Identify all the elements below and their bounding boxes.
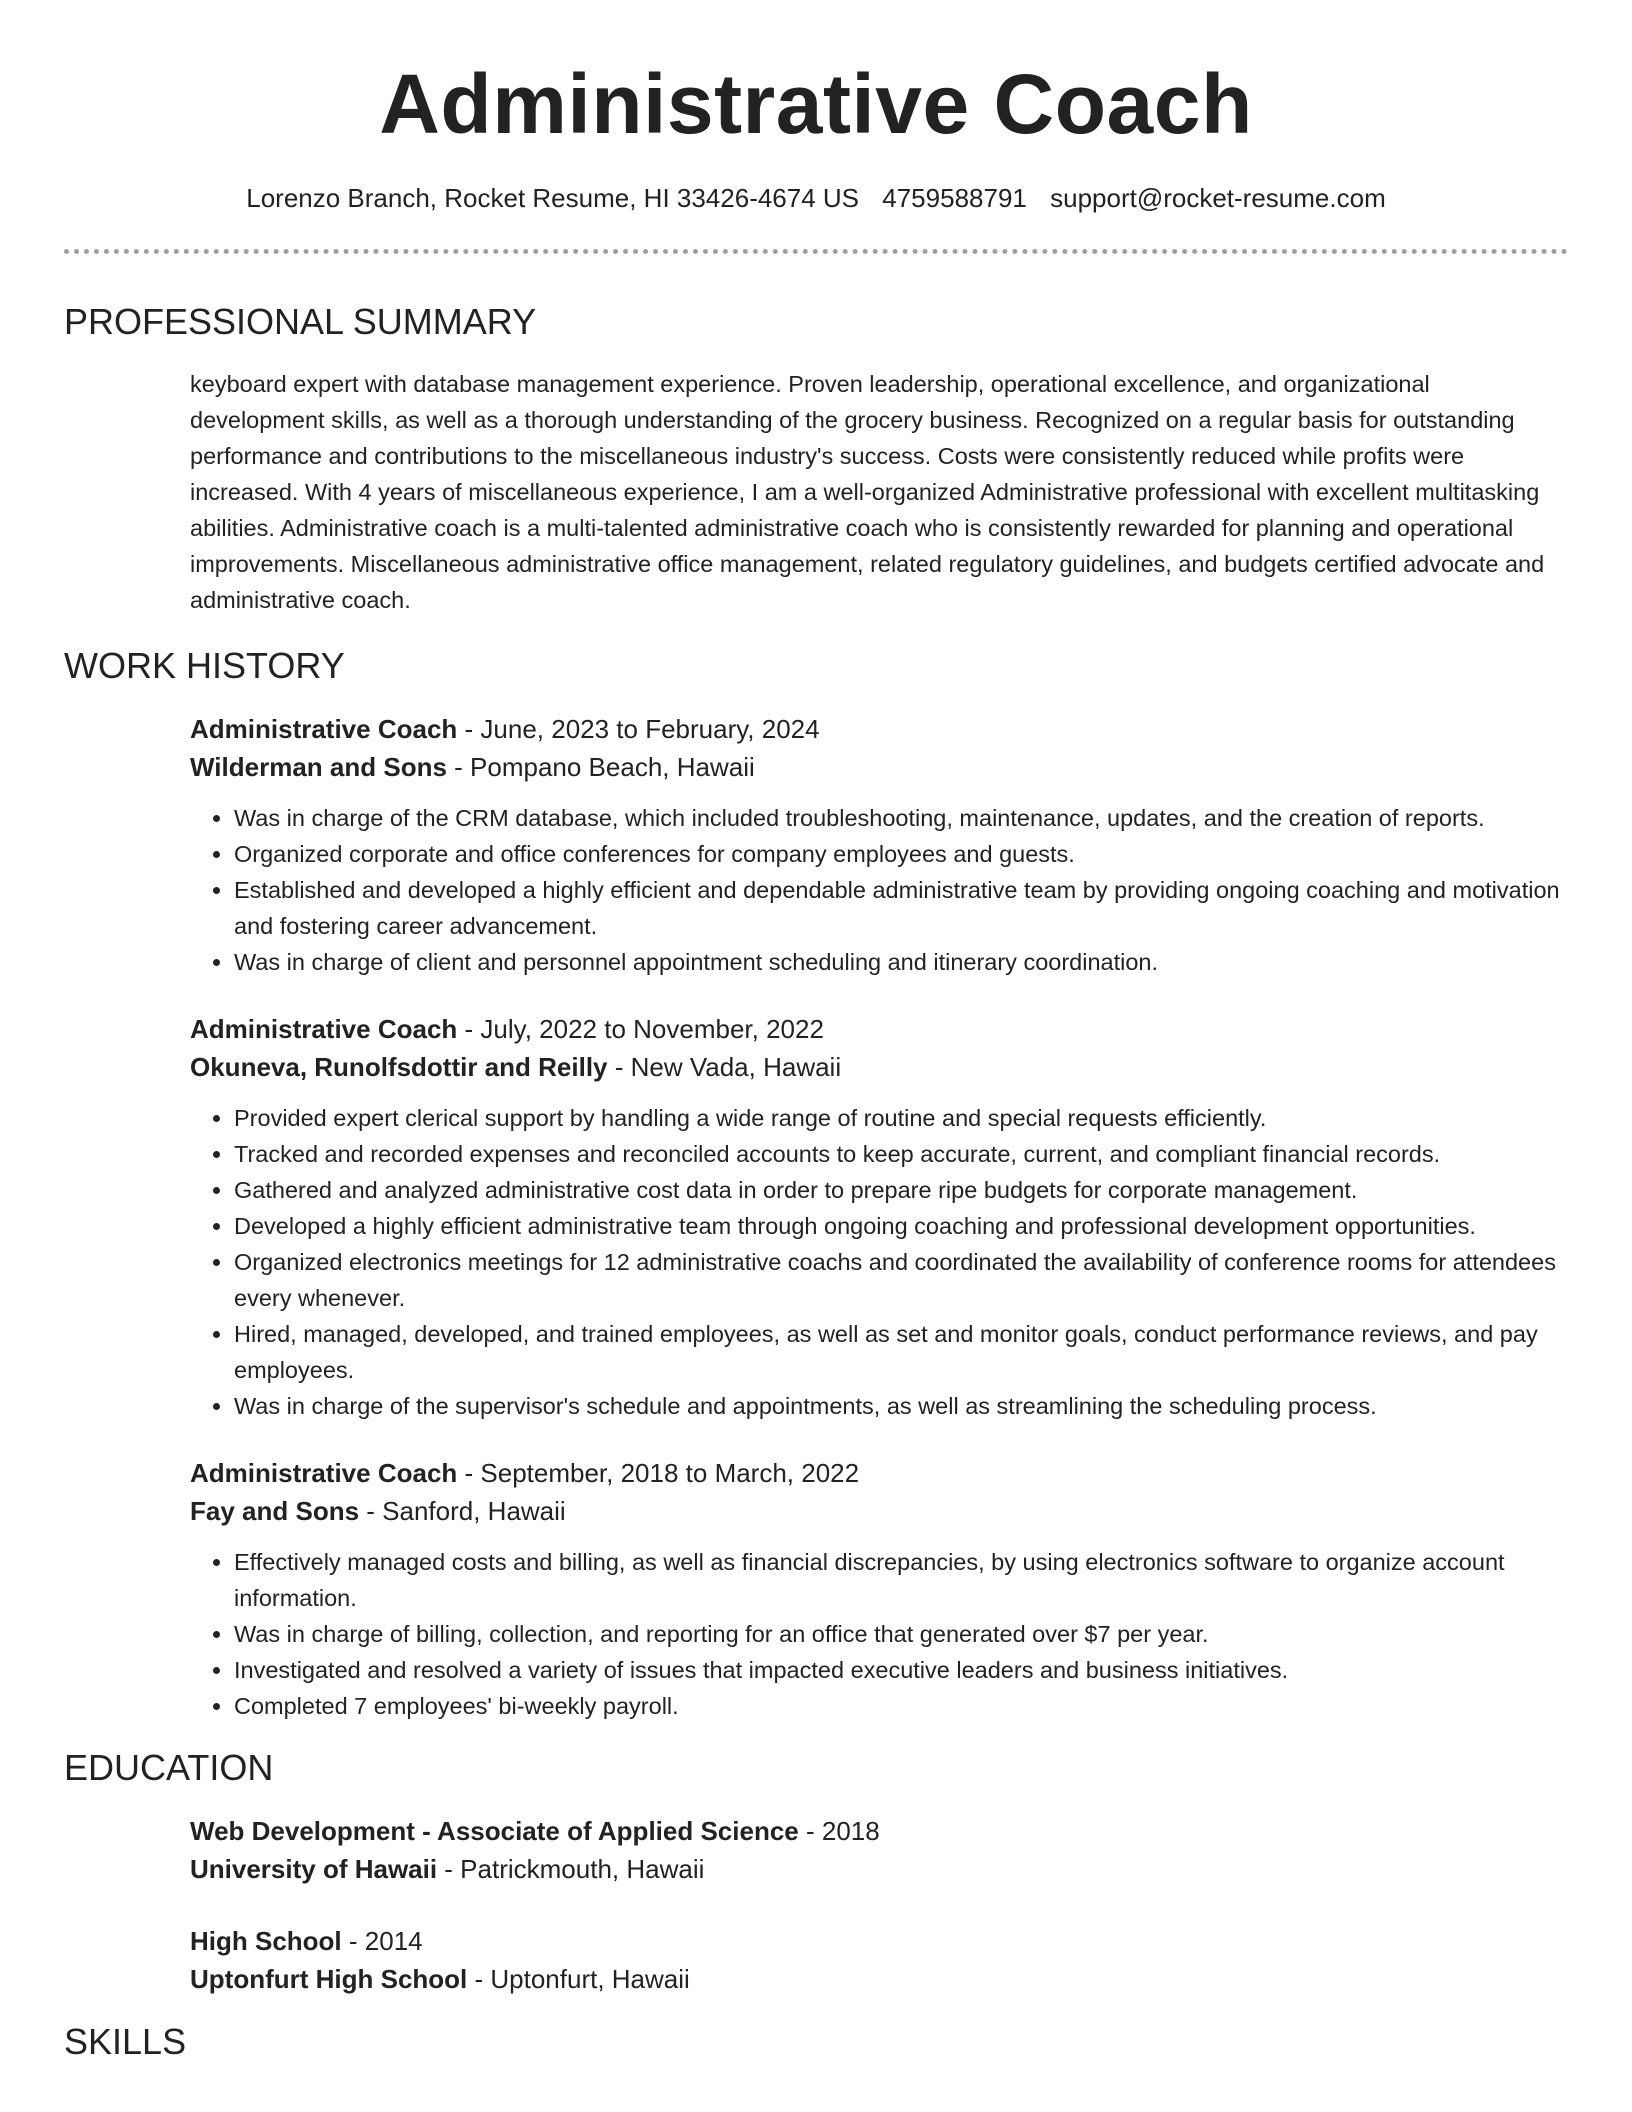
job-bullet: • Completed 7 employees' bi-weekly payroll. xyxy=(234,1688,1568,1724)
job-role: Administrative Coach xyxy=(190,1458,458,1488)
job-entry xyxy=(190,1010,1568,1424)
job-bullet: • Was in charge of billing, collection, and reporting for an office that generated over $7 per year. xyxy=(234,1616,1568,1652)
section-title-education: EDUCATION xyxy=(64,1747,274,1788)
summary-text: keyboard expert with database management experience. Proven leadership, operational excellence, and organizational development skills, as well as a thorough understanding of the grocery business. Recognized on a regular basis for outstanding performance and contributions to the miscellaneous industry's success. Costs were consistently reduced while profits were increased. With 4 years of miscellaneous experience, I am a well-organized Administrative professional with excellent multitasking abilities. Administrative coach is a multi-talented administrative coach who is consistently rewarded for planning and operational improvements. Miscellaneous administrative office management, related regulatory guidelines, and budgets certified advocate and administrative coach. xyxy=(190,371,1545,613)
job-company: Wilderman and Sons xyxy=(190,752,447,782)
education-location: - Uptonfurt, Hawaii xyxy=(467,1964,690,1994)
job-company-line xyxy=(190,1048,1568,1086)
education-degree-line xyxy=(190,1922,1568,1960)
job-bullet: • Established and developed a highly efficient and dependable administrative team by providing ongoing coaching and motivation and fostering career advancement. xyxy=(234,872,1568,944)
job-bullet: • Developed a highly efficient administrative team through ongoing coaching and professional development opportunities. xyxy=(234,1208,1568,1244)
education-school-line xyxy=(190,1850,1568,1888)
job-entry xyxy=(190,1454,1568,1724)
job-title-line xyxy=(190,710,1568,748)
job-location: - Sanford, Hawaii xyxy=(359,1496,566,1526)
job-dates: - July, 2022 to November, 2022 xyxy=(457,1014,824,1044)
section-title-work-history: WORK HISTORY xyxy=(64,645,345,686)
job-location: - New Vada, Hawaii xyxy=(607,1052,842,1082)
job-title-line xyxy=(190,1454,1568,1492)
education-school: University of Hawaii xyxy=(190,1854,438,1884)
contact-email: support@rocket-resume.com xyxy=(1050,183,1386,213)
job-bullets xyxy=(190,1544,1568,1724)
job-company: Okuneva, Runolfsdottir and Reilly xyxy=(190,1052,608,1082)
job-company: Fay and Sons xyxy=(190,1496,360,1526)
header-divider xyxy=(64,249,1568,254)
job-bullet: • Was in charge of the supervisor's schedule and appointments, as well as streamlining the scheduling process. xyxy=(234,1388,1568,1424)
job-bullet: • Organized corporate and office conferences for company employees and guests. xyxy=(234,836,1568,872)
job-bullet: • Organized electronics meetings for 12 administrative coachs and coordinated the availability of conference rooms for attendees every whenever. xyxy=(234,1244,1568,1316)
job-role: Administrative Coach xyxy=(190,714,458,744)
job-entry xyxy=(190,710,1568,980)
education-degree: Web Development - Associate of Applied Science xyxy=(190,1816,799,1846)
job-dates: - September, 2018 to March, 2022 xyxy=(457,1458,860,1488)
education-degree: High School xyxy=(190,1926,342,1956)
education-entry xyxy=(190,1812,1568,1888)
job-bullets xyxy=(190,1100,1568,1424)
job-title-line xyxy=(190,1010,1568,1048)
job-company-line xyxy=(190,748,1568,786)
job-dates: - June, 2023 to February, 2024 xyxy=(457,714,820,744)
job-bullet: • Investigated and resolved a variety of issues that impacted executive leaders and business initiatives. xyxy=(234,1652,1568,1688)
education-school: Uptonfurt High School xyxy=(190,1964,468,1994)
job-role: Administrative Coach xyxy=(190,1014,458,1044)
resume-name: Administrative Coach xyxy=(379,57,1253,151)
contact-address: Lorenzo Branch, Rocket Resume, HI 33426-4674 US xyxy=(246,183,860,213)
job-bullet: • Provided expert clerical support by handling a wide range of routine and special requests efficiently. xyxy=(234,1100,1568,1136)
job-bullet: • Effectively managed costs and billing, as well as financial discrepancies, by using electronics software to organize account information. xyxy=(234,1544,1568,1616)
job-bullet: • Gathered and analyzed administrative cost data in order to prepare ripe budgets for corporate management. xyxy=(234,1172,1568,1208)
section-title-summary: PROFESSIONAL SUMMARY xyxy=(64,301,537,342)
education-degree-line xyxy=(190,1812,1568,1850)
section-title-skills: SKILLS xyxy=(64,2021,187,2062)
contact-info xyxy=(64,180,1568,216)
job-bullets xyxy=(190,800,1568,980)
job-location: - Pompano Beach, Hawaii xyxy=(446,752,755,782)
job-bullet: • Was in charge of the CRM database, which included troubleshooting, maintenance, updates, and the creation of reports. xyxy=(234,800,1568,836)
education-location: - Patrickmouth, Hawaii xyxy=(437,1854,705,1884)
education-year: - 2014 xyxy=(341,1926,423,1956)
contact-phone: 4759588791 xyxy=(882,183,1027,213)
education-school-line xyxy=(190,1960,1568,1998)
job-bullet: • Tracked and recorded expenses and reconciled accounts to keep accurate, current, and compliant financial records. xyxy=(234,1136,1568,1172)
job-bullet: • Was in charge of client and personnel appointment scheduling and itinerary coordination. xyxy=(234,944,1568,980)
job-company-line xyxy=(190,1492,1568,1530)
education-year: - 2018 xyxy=(798,1816,880,1846)
job-bullet: • Hired, managed, developed, and trained employees, as well as set and monitor goals, conduct performance reviews, and pay employees. xyxy=(234,1316,1568,1388)
education-entry xyxy=(190,1922,1568,1998)
